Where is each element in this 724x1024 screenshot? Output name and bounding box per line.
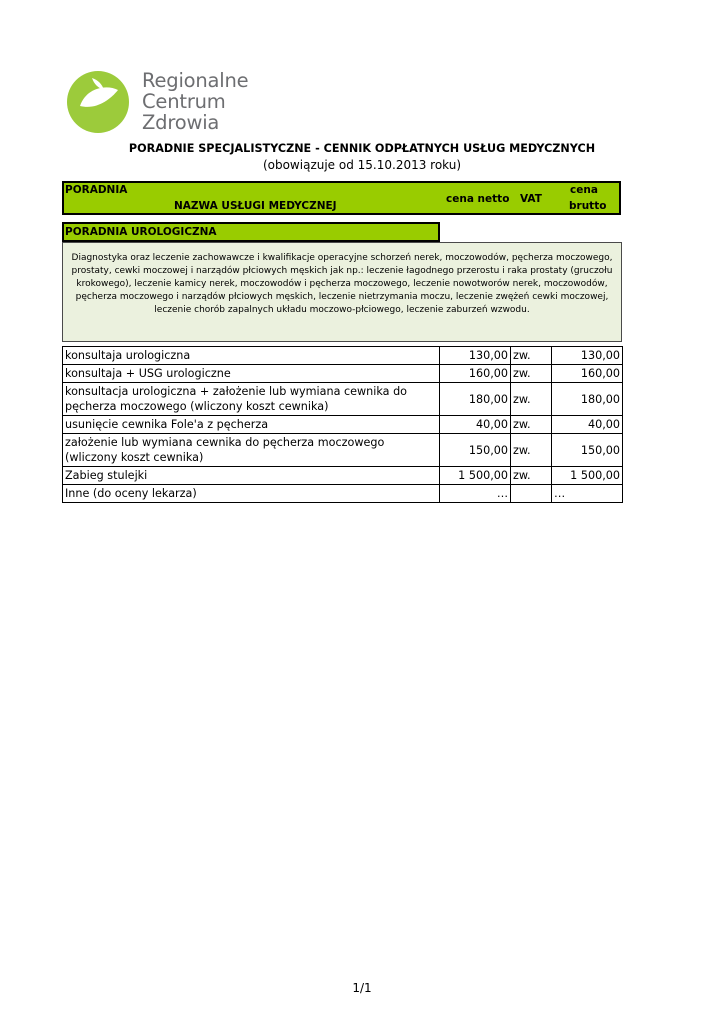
header-poradnia: PORADNIA xyxy=(65,184,128,196)
net-price: … xyxy=(440,485,511,503)
logo-line-3: Zdrowia xyxy=(142,111,220,134)
gross-price: … xyxy=(552,485,623,503)
logo-text xyxy=(142,70,248,133)
gross-price: 150,00 xyxy=(552,434,623,467)
table-row xyxy=(63,467,623,485)
table-row xyxy=(63,485,623,503)
service-name: usunięcie cewnika Fole'a z pęcherza xyxy=(63,416,440,434)
gross-price: 1 500,00 xyxy=(552,467,623,485)
vat-rate: zw. xyxy=(511,347,552,365)
vat-rate: zw. xyxy=(511,365,552,383)
document-title: PORADNIE SPECJALISTYCZNE - CENNIK ODPŁATNYCH USŁUG MEDYCZNYCH xyxy=(128,142,596,155)
leaf-logo-icon xyxy=(62,66,134,136)
page-number: 1/1 xyxy=(352,981,372,995)
gross-price: 130,00 xyxy=(552,347,623,365)
service-name: konsultaja urologiczna xyxy=(63,347,440,365)
header-gross-price-1: cena xyxy=(570,184,598,196)
service-name: Zabieg stulejki xyxy=(63,467,440,485)
table-row xyxy=(63,365,623,383)
logo-line-2: Centrum xyxy=(142,90,226,113)
vat-rate: zw. xyxy=(511,383,552,416)
header-service-name: NAZWA USŁUGI MEDYCZNEJ xyxy=(174,200,337,212)
price-table xyxy=(62,346,623,503)
net-price: 130,00 xyxy=(440,347,511,365)
vat-rate: zw. xyxy=(511,416,552,434)
net-price: 40,00 xyxy=(440,416,511,434)
gross-price: 160,00 xyxy=(552,365,623,383)
net-price: 1 500,00 xyxy=(440,467,511,485)
header-net-price: cena netto xyxy=(446,193,510,205)
gross-price: 180,00 xyxy=(552,383,623,416)
service-name: Inne (do oceny lekarza) xyxy=(63,485,440,503)
vat-rate xyxy=(511,485,552,503)
table-row xyxy=(63,347,623,365)
logo-line-1: Regionalne xyxy=(142,69,249,92)
net-price: 160,00 xyxy=(440,365,511,383)
table-row xyxy=(63,416,623,434)
section-title: PORADNIA UROLOGICZNA xyxy=(62,222,440,242)
logo xyxy=(62,66,258,136)
document-subtitle: (obowiązuje od 15.10.2013 roku) xyxy=(262,158,462,172)
vat-rate: zw. xyxy=(511,467,552,485)
service-name: konsultaja + USG urologiczne xyxy=(63,365,440,383)
service-name: konsultacja urologiczna + założenie lub wymiana cewnika do pęcherza moczowego (wliczony koszt cewnika) xyxy=(63,383,440,416)
section-description: Diagnostyka oraz leczenie zachowawcze i kwalifikacje operacyjne schorzeń nerek, moczowodów, pęcherza moczowego, prostaty, cewki moczowej i narządów płciowych męskich jak np.: leczenie łagodnego przerostu i raka prostaty (gruczołu krokowego), leczenie kamicy nerek, moczowodów i pęcherza moczowego, leczenie nowotworów nerek, moczowodów, pęcherza moczowego i narządów płciowych męskich, leczenie nietrzymania moczu, leczenie zwężeń cewki moczowej, leczenie chorób zapalnych układu moczowo-płciowego, leczenie zaburzeń wzwodu. xyxy=(62,242,622,342)
vat-rate: zw. xyxy=(511,434,552,467)
gross-price: 40,00 xyxy=(552,416,623,434)
table-row xyxy=(63,434,623,467)
service-name: założenie lub wymiana cewnika do pęcherza moczowego (wliczony koszt cewnika) xyxy=(63,434,440,467)
net-price: 150,00 xyxy=(440,434,511,467)
net-price: 180,00 xyxy=(440,383,511,416)
header-gross-price-2: brutto xyxy=(569,200,607,212)
table-header xyxy=(62,181,621,215)
header-vat: VAT xyxy=(520,193,542,205)
table-row xyxy=(63,383,623,416)
